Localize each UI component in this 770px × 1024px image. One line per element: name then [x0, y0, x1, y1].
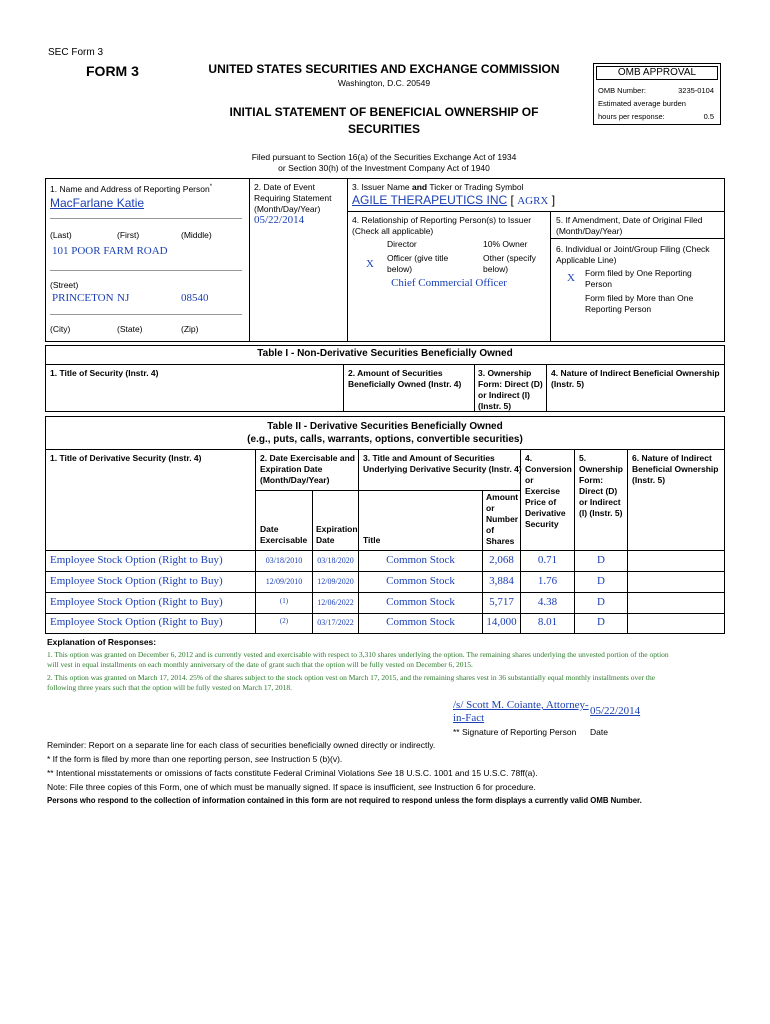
row-price: 0.71	[537, 554, 558, 566]
signature-date-label: Date	[590, 727, 608, 737]
director-option: Director	[387, 239, 417, 249]
table2-col-underlying: 3. Title and Amount of Securities Underlying Derivative Security (Instr. 4)	[363, 453, 522, 474]
statement-title-line2: SECURITIES	[347, 122, 420, 136]
row-form: D	[597, 616, 605, 628]
table2-col-title: 1. Title of Derivative Security (Instr. 4)	[50, 453, 202, 463]
table1-title: Table I - Non-Derivative Securities Beneficially Owned	[257, 348, 513, 359]
street-label: (Street)	[50, 280, 79, 290]
row-price: 8.01	[537, 616, 558, 628]
omb-number-label: OMB Number:	[598, 86, 646, 95]
omb-approval-title: OMB APPROVAL	[596, 66, 718, 80]
row-expiration: 12/09/2020	[317, 577, 354, 586]
first-label: (First)	[117, 230, 140, 240]
issuer-name-line	[352, 193, 555, 207]
event-date-label: 2. Date of Event Requiring Statement (Month/Day/Year)	[254, 182, 332, 214]
omb-number-value: 3235-0104	[678, 86, 714, 95]
row-shares: 3,884	[489, 575, 514, 587]
row-shares: 14,000	[486, 616, 517, 628]
footnote-2: 2. This option was granted on March 17, 2014. 25% of the shares subject to the stock option vest on March 17, 2015, and the remaining shares vest in 36 substantially equal monthly installments over the following three years such that the option will be fully vested on March 17, 2018.	[47, 673, 656, 692]
signature-date-value: 05/22/2014	[590, 705, 641, 717]
footer-note-2: ** Intentional misstatements or omissions of facts constitute Federal Criminal Violations See 18 U.S.C. 1001 and 15 U.S.C. 78ff(a).	[47, 768, 538, 778]
city-value: PRINCETON	[52, 292, 114, 304]
row-title: Common Stock	[386, 596, 455, 608]
row-exercisable: (2)	[279, 617, 289, 625]
explanation-title: Explanation of Responses:	[47, 637, 157, 647]
omb-hours-value: 0.5	[703, 112, 714, 121]
row-title: Common Stock	[386, 554, 455, 566]
filed-pursuant	[200, 152, 568, 174]
footer-note-4: Persons who respond to the collection of information contained in this form are not required to respond unless the form displays a currently valid OMB Number.	[47, 796, 642, 805]
last-label: (Last)	[50, 230, 72, 240]
row-exercisable: 12/09/2010	[265, 577, 303, 586]
city-label: (City)	[50, 324, 71, 334]
reporting-person-label: 1. Name and Address of Reporting Person*	[50, 183, 213, 194]
row-form: D	[597, 596, 605, 608]
row-shares: 2,068	[489, 554, 514, 566]
sec-form-label: SEC Form 3	[48, 47, 104, 58]
state-value: NJ	[117, 292, 130, 304]
row-security: Employee Stock Option (Right to Buy)	[50, 575, 223, 587]
row-exercisable: (1)	[279, 597, 289, 605]
table1-col-title: 1. Title of Security (Instr. 4)	[50, 368, 159, 378]
table2-col-nature: 6. Nature of Indirect Beneficial Ownership (Instr. 5)	[632, 453, 719, 485]
row-expiration: 03/17/2022	[317, 618, 354, 627]
one-person-check-mark: X	[567, 272, 575, 284]
footer-note-3: Note: File three copies of this Form, one of which must be manually signed. If space is insufficient, see Instruction 6 for procedure.	[47, 782, 536, 792]
row-price: 4.38	[537, 596, 558, 608]
row-security: Employee Stock Option (Right to Buy)	[50, 596, 223, 608]
amendment-label: 5. If Amendment, Date of Original Filed (Month/Day/Year)	[556, 215, 703, 236]
street-value: 101 POOR FARM ROAD	[52, 245, 168, 257]
statement-title	[200, 104, 568, 138]
filing-type-label: 6. Individual or Joint/Group Filing (Check Applicable Line)	[556, 244, 710, 265]
reminder-text: Reminder: Report on a separate line for each class of securities beneficially owned directly or indirectly.	[47, 740, 436, 750]
statement-title-line1: INITIAL STATEMENT OF BENEFICIAL OWNERSHIP OF	[229, 105, 539, 119]
row-security: Employee Stock Option (Right to Buy)	[50, 554, 223, 566]
row-expiration: 12/06/2022	[317, 598, 354, 607]
row-shares: 5,717	[489, 596, 514, 608]
row-form: D	[597, 575, 605, 587]
issuer-label: 3. Issuer Name and Ticker or Trading Symbol	[352, 182, 524, 192]
relationship-label: 4. Relationship of Reporting Person(s) to Issuer (Check all applicable)	[352, 215, 532, 236]
ten-pct-owner-option: 10% Owner	[483, 239, 528, 249]
state-label: (State)	[117, 324, 143, 334]
officer-title-value: Chief Commercial Officer	[391, 277, 507, 289]
signature-label: ** Signature of Reporting Person	[453, 727, 577, 737]
zip-label: (Zip)	[181, 324, 199, 334]
table1-col-nature: 4. Nature of Indirect Beneficial Ownership (Instr. 5)	[551, 368, 720, 389]
table1-col-amount: 2. Amount of Securities Beneficially Owned (Instr. 4)	[348, 368, 462, 389]
middle-label: (Middle)	[181, 230, 212, 240]
row-exercisable: 03/18/2010	[265, 556, 303, 565]
one-person-option: Form filed by One Reporting Person	[585, 268, 692, 289]
table2-col-price: 4. Conversion or Exercise Price of Derivative Security	[525, 453, 572, 529]
more-persons-option: Form filed by More than One Reporting Person	[585, 293, 694, 314]
form-number: FORM 3	[86, 63, 139, 79]
row-price: 1.76	[537, 575, 558, 587]
table2-col-ownership: 5. Ownership Form: Direct (D) or Indirect (I) (Instr. 5)	[579, 453, 623, 518]
footnote-1: 1. This option was granted on December 6, 2012 and is currently vested and exercisable with respect to 3,310 shares underlying the option. The remaining shares underlying the unvested portion of the option will vest in equal installments on each monthly anniversary of the date of grant such that the option will be fully vested on December 6, 2015.	[47, 650, 669, 669]
issuer-name[interactable]: AGILE THERAPEUTICS INC	[352, 193, 508, 207]
commission-location: Washington, D.C. 20549	[337, 78, 431, 88]
omb-hours-label: hours per response:	[598, 112, 665, 121]
event-date-value: 05/22/2014	[254, 214, 305, 226]
officer-check-mark: X	[366, 258, 374, 270]
table2-sub-exercisable: Date Exercisable	[260, 524, 308, 545]
row-security: Employee Stock Option (Right to Buy)	[50, 616, 223, 628]
filed-line1: Filed pursuant to Section 16(a) of the Securities Exchange Act of 1934	[251, 152, 517, 162]
commission-title: UNITED STATES SECURITIES AND EXCHANGE COMMISSION	[208, 62, 560, 76]
table2-title: Table II - Derivative Securities Beneficially Owned (e.g., puts, calls, warrants, options, convertible securities)	[247, 421, 523, 445]
table2-sub-title: Title	[363, 535, 381, 545]
signature-value: /s/ Scott M. Coiante, Attorney- in-Fact	[453, 699, 589, 724]
row-expiration: 03/18/2020	[317, 556, 354, 565]
issuer-ticker: AGRX	[517, 195, 549, 207]
reporting-person-name[interactable]: MacFarlane Katie	[50, 196, 145, 210]
table2-sub-amount: Amount or Number of Shares	[486, 492, 519, 546]
row-form: D	[597, 554, 605, 566]
officer-option: Officer (give title below)	[387, 253, 449, 274]
table2-sub-expiration: Expiration Date	[316, 524, 358, 545]
other-option: Other (specify below)	[483, 253, 536, 274]
row-title: Common Stock	[386, 575, 455, 587]
bracket-close: ]	[551, 193, 556, 207]
footer-note-1: * If the form is filed by more than one reporting person, see Instruction 5 (b)(v).	[47, 754, 343, 764]
table2-col-dates: 2. Date Exercisable and Expiration Date (Month/Day/Year)	[260, 453, 355, 485]
row-title: Common Stock	[386, 616, 455, 628]
zip-value: 08540	[181, 292, 209, 304]
filed-line2: or Section 30(h) of the Investment Company Act of 1940	[278, 163, 490, 173]
bracket-open: [	[510, 193, 514, 207]
table1-col-ownership: 3. Ownership Form: Direct (D) or Indirect (I) (Instr. 5)	[478, 368, 543, 411]
omb-burden-label: Estimated average burden	[598, 99, 686, 108]
